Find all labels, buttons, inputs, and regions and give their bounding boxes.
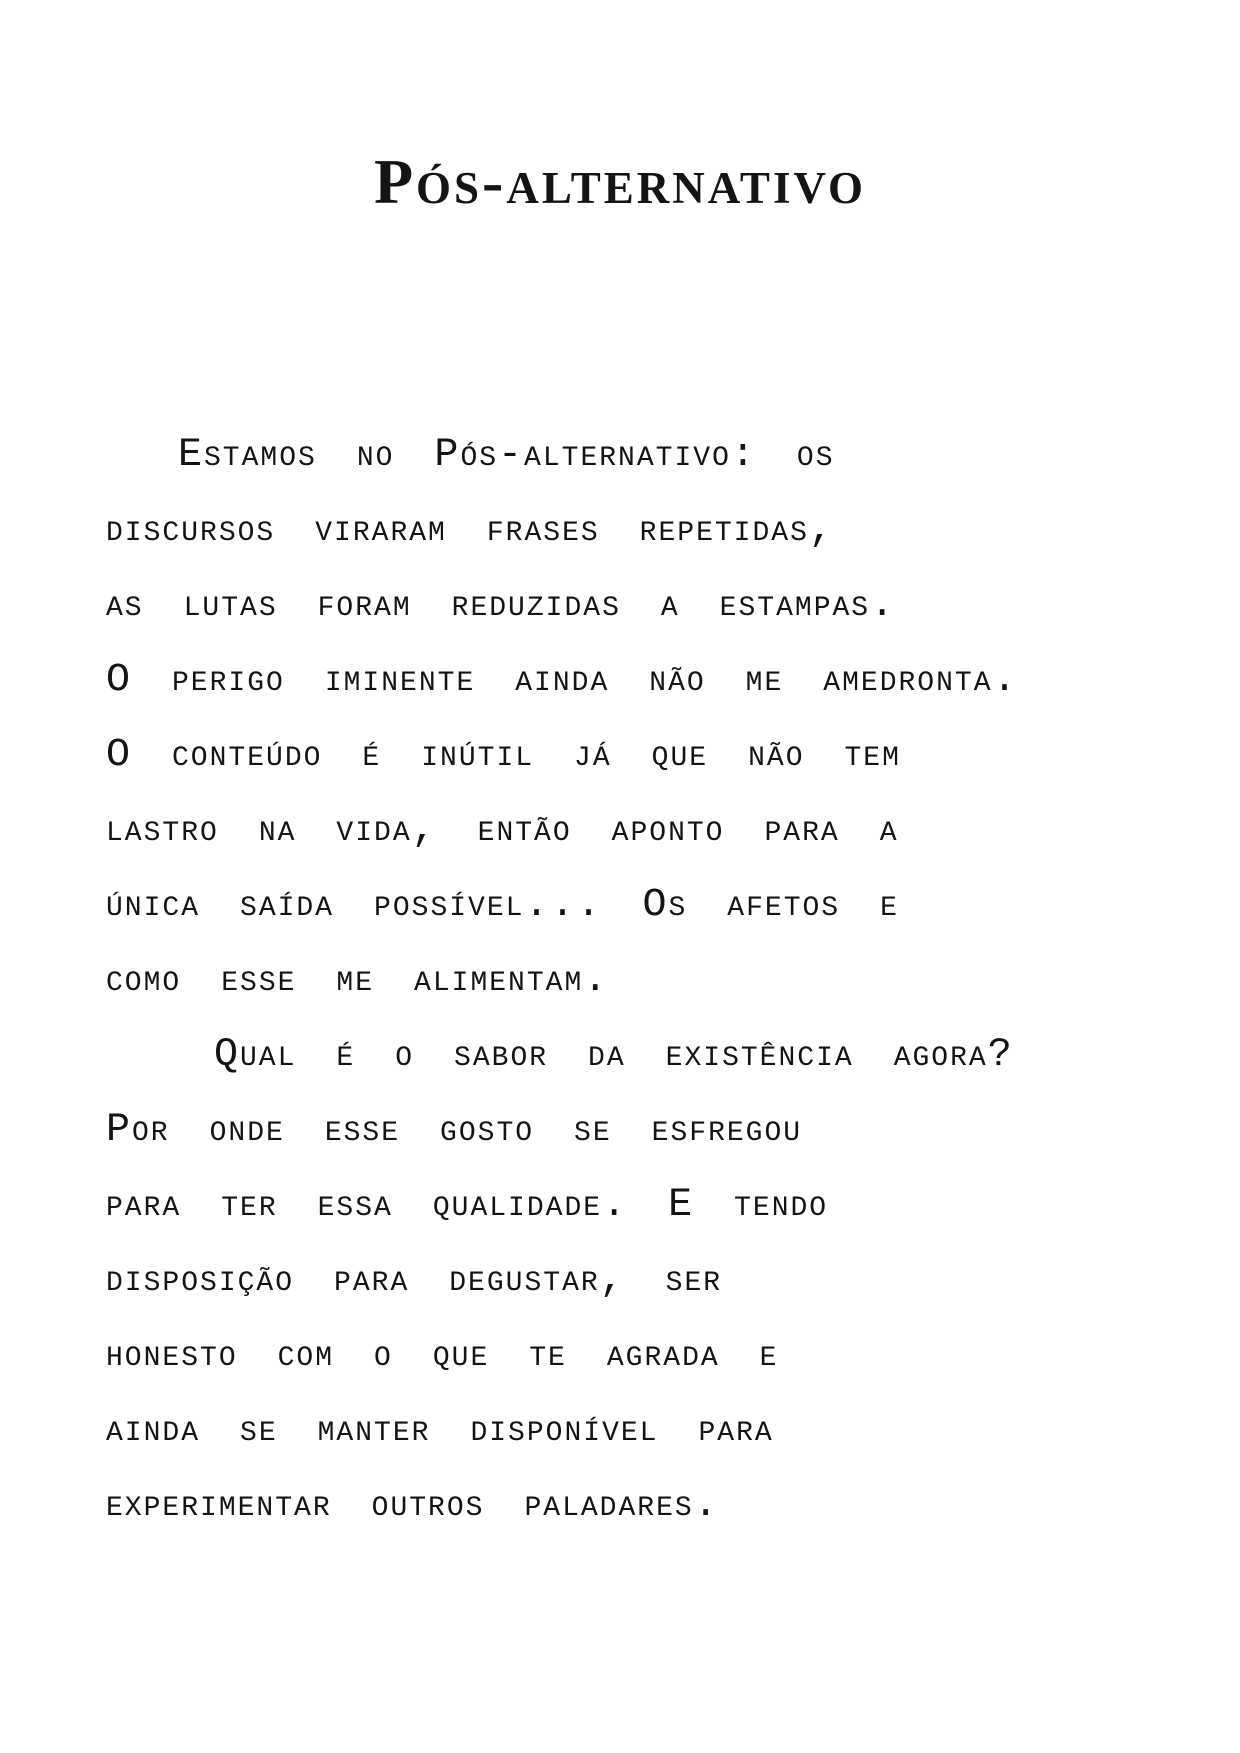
poem-line: lastro na vida, então aponto para a [106, 808, 899, 853]
poem-line: O conteúdo é inútil já que não tem [106, 733, 901, 778]
poem-body [106, 418, 1226, 1543]
poem-line: para ter essa qualidade. E tendo [106, 1183, 829, 1228]
poem-line: Estamos no Pós-alternativo: os [178, 433, 835, 478]
poem-line: única saída possível... Os afetos e [106, 883, 899, 928]
poem-line: experimentar outros paladares. [106, 1483, 720, 1528]
poem-line: como esse me alimentam. [106, 958, 610, 1003]
poem-line: as lutas foram reduzidas a estampas. [106, 583, 897, 628]
poem-line: ainda se manter disponível para [106, 1408, 774, 1453]
poem-line: Qual é o sabor da existência agora? [214, 1033, 1014, 1078]
poem-line: disposição para degustar, ser [106, 1258, 723, 1303]
poem-line: Por onde esse gosto se esfregou [106, 1108, 803, 1153]
poem-line: honesto com o que te agrada e [106, 1333, 779, 1378]
poem-line: O perigo iminente ainda não me amedronta. [106, 658, 1019, 703]
poem-line: discursos viraram frases repetidas, [106, 508, 835, 553]
page-title: Pós-alternativo [373, 146, 867, 217]
